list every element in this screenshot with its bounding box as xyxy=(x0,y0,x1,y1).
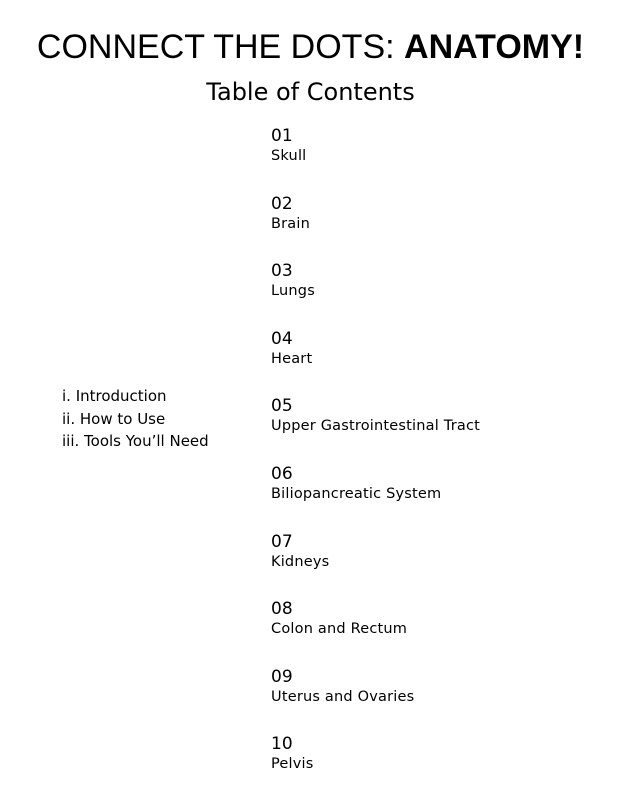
page-title-regular: CONNECT THE DOTS: xyxy=(36,28,405,66)
chapter-number: 04 xyxy=(271,328,293,349)
chapter-name: Pelvis xyxy=(271,756,314,773)
front-matter-item-how-to-use[interactable]: ii. How to Use xyxy=(62,409,166,428)
chapter-name: Upper Gastrointestinal Tract xyxy=(271,418,481,435)
chapter-name: Brain xyxy=(271,215,311,232)
chapter-number: 01 xyxy=(271,126,293,146)
front-matter-item-introduction[interactable]: i. Introduction xyxy=(62,387,167,405)
chapter-name: Heart xyxy=(271,350,313,367)
page-subtitle: Table of Contents xyxy=(206,78,415,106)
chapter-item-uterus-ovaries[interactable] xyxy=(271,667,480,735)
chapter-number: 03 xyxy=(271,261,293,282)
chapter-item-heart[interactable] xyxy=(271,329,480,397)
chapter-name: Lungs xyxy=(271,283,315,300)
chapter-list xyxy=(271,126,480,802)
chapter-number: 10 xyxy=(271,734,293,755)
chapter-number: 09 xyxy=(271,666,293,687)
chapter-item-lungs[interactable] xyxy=(271,261,480,329)
page-title xyxy=(0,27,621,67)
chapter-name: Kidneys xyxy=(271,553,330,570)
chapter-item-pelvis[interactable] xyxy=(271,734,480,802)
chapter-item-colon-rectum[interactable] xyxy=(271,599,480,667)
chapter-item-kidneys[interactable] xyxy=(271,532,480,600)
chapter-number: 08 xyxy=(271,599,293,620)
chapter-item-brain[interactable] xyxy=(271,194,480,262)
chapter-number: 07 xyxy=(271,531,293,552)
front-matter-item-tools[interactable]: iii. Tools You’ll Need xyxy=(62,432,209,450)
chapter-name: Biliopancreatic System xyxy=(271,485,442,502)
chapter-number: 02 xyxy=(271,193,293,214)
front-matter-list xyxy=(62,385,209,453)
chapter-item-skull[interactable] xyxy=(271,126,480,194)
page-title-bold: ANATOMY! xyxy=(404,28,585,66)
chapter-number: 05 xyxy=(271,396,293,417)
chapter-item-upper-gi-tract[interactable] xyxy=(271,396,480,464)
chapter-name: Colon and Rectum xyxy=(271,621,408,638)
chapter-item-biliopancreatic-system[interactable] xyxy=(271,464,480,532)
chapter-name: Uterus and Ovaries xyxy=(271,688,415,705)
chapter-name: Skull xyxy=(271,148,307,164)
chapter-number: 06 xyxy=(271,463,293,484)
